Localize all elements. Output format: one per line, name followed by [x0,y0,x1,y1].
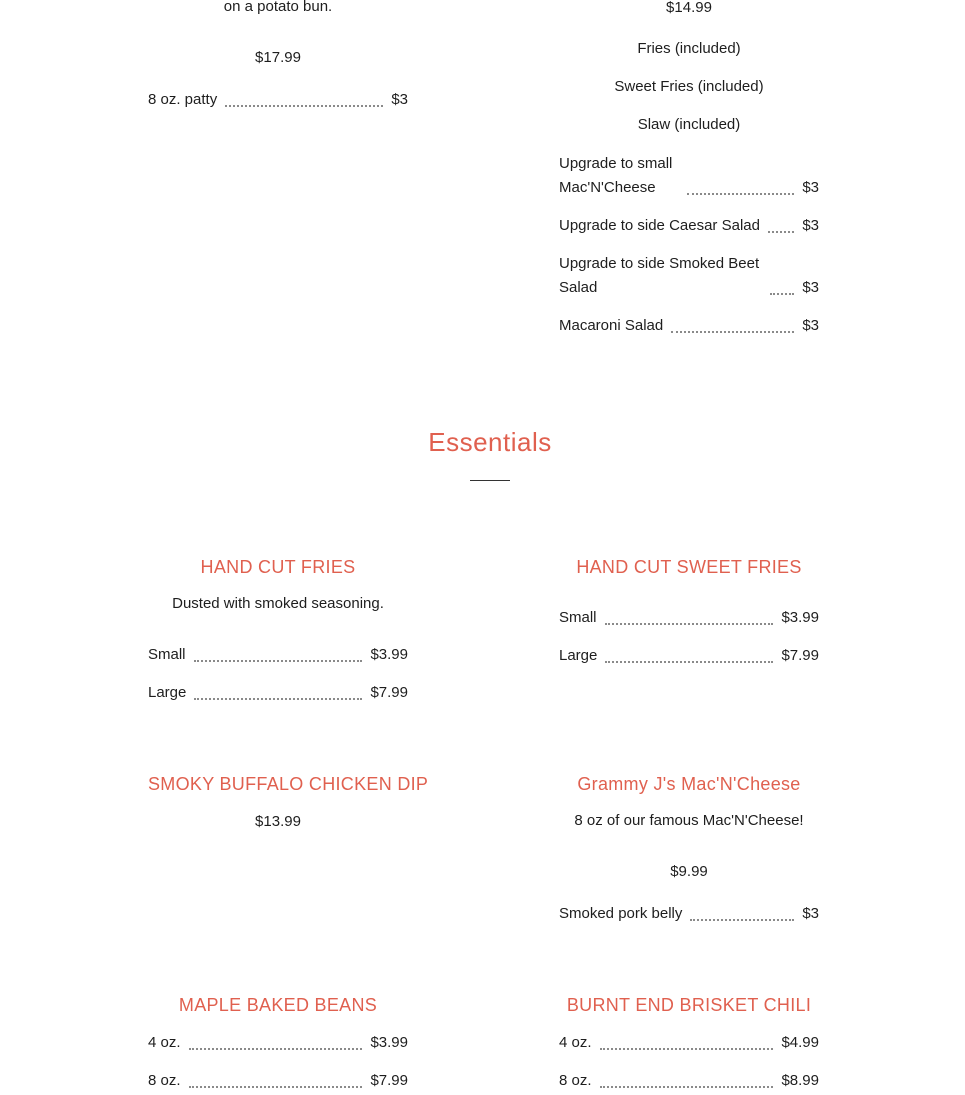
option-row[interactable] [559,252,819,300]
item-title: Grammy J's Mac'N'Cheese [577,774,801,794]
option-name: Upgrade to small Mac'N'Cheese [559,155,673,196]
dot-leader [768,231,794,233]
size-price: $3.99 [781,609,819,626]
item-title: SMOKY BUFFALO CHICKEN DIP [148,774,429,794]
dot-leader [600,1048,774,1050]
dot-leader [671,331,794,333]
size-name: 4 oz. [148,1034,181,1051]
size-row[interactable] [559,1069,819,1093]
dot-leader [194,698,362,700]
option-price: $3 [802,179,819,196]
size-row[interactable] [148,1031,408,1055]
item-description: on a potato bun. [223,0,333,15]
size-price: $7.99 [781,647,819,664]
size-price: $8.99 [781,1072,819,1089]
item-title: HAND CUT SWEET FRIES [576,557,802,577]
item-price: $9.99 [670,863,708,880]
size-name: Large [148,684,187,701]
dot-leader [605,623,774,625]
dot-leader [225,105,383,107]
size-price: $3.99 [370,646,408,663]
dot-leader [690,919,794,921]
option-row[interactable] [559,902,819,926]
item-description: 8 oz of our famous Mac'N'Cheese! [574,812,804,829]
option-price: $3 [802,279,819,296]
size-row[interactable] [559,1031,819,1055]
dot-leader [600,1086,774,1088]
size-name: 8 oz. [559,1072,592,1089]
option-price: $3 [802,905,819,922]
dot-leader [189,1086,363,1088]
item-title: BURNT END BRISKET CHILI [566,995,812,1015]
option-name: 8 oz. patty [148,91,218,108]
option-row[interactable] [559,152,819,200]
option-name: Smoked pork belly [559,905,683,922]
size-row[interactable] [148,1069,408,1093]
option-name: Upgrade to side Caesar Salad [559,217,760,234]
size-row[interactable] [148,643,408,667]
dot-leader [189,1048,363,1050]
dot-leader [687,193,794,195]
included-side: Fries (included) [637,40,741,57]
option-price: $3 [391,91,408,108]
size-price: $3.99 [370,1034,408,1051]
size-row[interactable] [559,606,819,630]
section-divider [470,480,510,481]
dot-leader [605,661,773,663]
option-row[interactable] [559,314,819,338]
size-row[interactable] [148,681,408,705]
option-row[interactable] [559,214,819,238]
option-name: Upgrade to side Smoked Beet Salad [559,255,760,296]
section-title: Essentials [428,427,552,457]
size-name: Small [148,646,186,663]
dot-leader [770,293,794,295]
included-side: Sweet Fries (included) [614,78,764,95]
item-title: MAPLE BAKED BEANS [178,995,378,1015]
item-price: $14.99 [666,0,712,16]
included-side: Slaw (included) [637,116,741,133]
size-name: 4 oz. [559,1034,592,1051]
size-price: $7.99 [370,1072,408,1089]
item-price: $13.99 [255,813,301,830]
size-price: $4.99 [781,1034,819,1051]
option-name: Macaroni Salad [559,317,664,334]
size-name: 8 oz. [148,1072,181,1089]
size-name: Large [559,647,598,664]
item-price: $17.99 [255,49,301,66]
item-title: HAND CUT FRIES [200,557,356,577]
size-price: $7.99 [370,684,408,701]
size-row[interactable] [559,644,819,668]
item-description: Dusted with smoked seasoning. [172,595,384,612]
option-row[interactable] [148,88,408,112]
dot-leader [194,660,363,662]
option-price: $3 [802,317,819,334]
size-name: Small [559,609,597,626]
option-price: $3 [802,217,819,234]
